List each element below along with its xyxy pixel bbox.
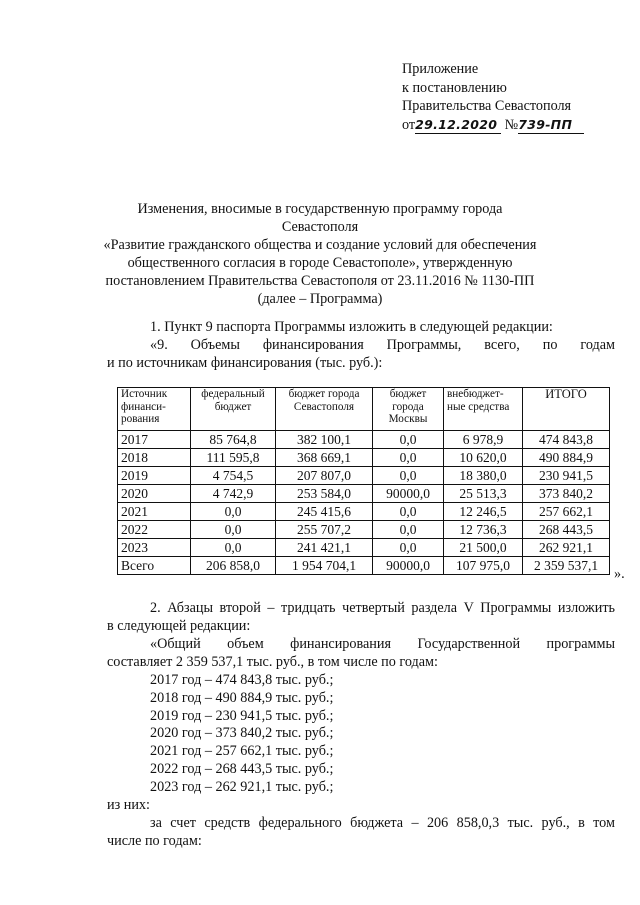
value-cell: 0,0 [373, 503, 444, 521]
row-label-cell: 2022 [118, 521, 191, 539]
value-cell: 206 858,0 [191, 557, 276, 575]
year-item: 2020 год – 373 840,2 тыс. руб.; [150, 725, 334, 742]
year-item: 2023 год – 262 921,1 тыс. руб.; [150, 778, 334, 795]
value-cell: 12 246,5 [444, 503, 523, 521]
row-label-cell: 2020 [118, 485, 191, 503]
item2-heading-line2: в следующей редакции: [107, 618, 251, 634]
value-cell: 6 978,9 [444, 431, 523, 449]
header-federal: федеральный бюджет [191, 388, 276, 431]
table-row [118, 431, 610, 449]
header-moscow: бюджет города Москвы [373, 388, 444, 431]
value-cell: 0,0 [373, 521, 444, 539]
value-cell: 241 421,1 [276, 539, 373, 557]
title-line: общественного согласия в городе Севастополе», утвержденную [127, 255, 513, 271]
table-closing-quote: ». [614, 566, 625, 582]
table-row [118, 521, 610, 539]
value-cell: 382 100,1 [276, 431, 373, 449]
value-cell: 474 843,8 [523, 431, 610, 449]
document-title [100, 200, 540, 308]
header-source: Источник финанси-рования [118, 388, 191, 431]
date-underline [415, 117, 501, 134]
row-label-cell: 2023 [118, 539, 191, 557]
value-cell: 0,0 [191, 503, 276, 521]
value-cell: 0,0 [191, 539, 276, 557]
decree-date: 29.12.2020 [415, 116, 498, 132]
decree-date-number [402, 116, 584, 135]
decree-number: 739-ПП [518, 116, 573, 132]
item2-quote-line2: составляет 2 359 537,1 тыс. руб., в том числе по годам: [107, 654, 438, 670]
value-cell: 107 975,0 [444, 557, 523, 575]
title-line: Изменения, вносимые в государственную программу города Севастополя [137, 201, 503, 235]
date-prefix: от [402, 116, 416, 133]
value-cell: 111 595,8 [191, 449, 276, 467]
value-cell: 25 513,3 [444, 485, 523, 503]
year-item: 2021 год – 257 662,1 тыс. руб.; [150, 743, 334, 760]
value-cell: 0,0 [373, 431, 444, 449]
value-cell: 0,0 [191, 521, 276, 539]
federal-line1: за счет средств федерального бюджета – 206 858,0,3 тыс. руб., в том [150, 815, 615, 831]
item1-lead-line2: и по источникам финансирования (тыс. руб.): [107, 355, 383, 371]
number-underline [518, 117, 584, 134]
header-total: ИТОГО [523, 388, 610, 431]
table-row [118, 467, 610, 485]
value-cell: 207 807,0 [276, 467, 373, 485]
item1-lead-line1: «9. Объемы финансирования Программы, всего, по годам [150, 337, 615, 353]
appendix-to-decree: к постановлению [402, 79, 507, 96]
row-label-cell: 2019 [118, 467, 191, 485]
value-cell: 1 954 704,1 [276, 557, 373, 575]
value-cell: 490 884,9 [523, 449, 610, 467]
value-cell: 2 359 537,1 [523, 557, 610, 575]
year-item: 2022 год – 268 443,5 тыс. руб.; [150, 760, 334, 777]
table-row [118, 503, 610, 521]
value-cell: 18 380,0 [444, 467, 523, 485]
value-cell: 21 500,0 [444, 539, 523, 557]
appendix-title: Приложение [402, 61, 479, 77]
header-sevastopol: бюджет города Севастополя [276, 388, 373, 431]
row-label-cell: 2021 [118, 503, 191, 521]
row-label-cell: Всего [118, 557, 191, 575]
table-row [118, 485, 610, 503]
value-cell: 4 742,9 [191, 485, 276, 503]
item2-quote-line1: «Общий объем финансирования Государственной программы [150, 636, 615, 652]
value-cell: 373 840,2 [523, 485, 610, 503]
row-label-cell: 2017 [118, 431, 191, 449]
year-item: 2017 год – 474 843,8 тыс. руб.; [150, 672, 334, 688]
value-cell: 253 584,0 [276, 485, 373, 503]
header-extrabudget: внебюджет-ные средства [444, 388, 523, 431]
value-cell: 245 415,6 [276, 503, 373, 521]
value-cell: 262 921,1 [523, 539, 610, 557]
row-label-cell: 2018 [118, 449, 191, 467]
federal-line2: числе по годам: [107, 833, 202, 849]
year-item: 2019 год – 230 941,5 тыс. руб.; [150, 707, 334, 724]
table-header-row [118, 388, 610, 431]
financing-table [117, 387, 610, 575]
year-item: 2018 год – 490 884,9 тыс. руб.; [150, 689, 334, 706]
value-cell: 12 736,3 [444, 521, 523, 539]
table-row [118, 539, 610, 557]
year-list [150, 672, 333, 797]
table-row [118, 557, 610, 575]
value-cell: 0,0 [373, 539, 444, 557]
value-cell: 85 764,8 [191, 431, 276, 449]
value-cell: 255 707,2 [276, 521, 373, 539]
appendix-header [402, 60, 584, 134]
value-cell: 257 662,1 [523, 503, 610, 521]
value-cell: 90000,0 [373, 557, 444, 575]
number-prefix: № [504, 116, 519, 133]
value-cell: 0,0 [373, 449, 444, 467]
table-row [118, 449, 610, 467]
title-line: постановлением Правительства Севастополя от 23.11.2016 № 1130-ПП [105, 273, 535, 289]
value-cell: 268 443,5 [523, 521, 610, 539]
value-cell: 230 941,5 [523, 467, 610, 485]
value-cell: 4 754,5 [191, 467, 276, 485]
title-line: «Развитие гражданского общества и создание условий для обеспечения [103, 237, 537, 253]
value-cell: 10 620,0 [444, 449, 523, 467]
of-them-label: из них: [107, 797, 150, 813]
table-body [118, 431, 610, 575]
value-cell: 90000,0 [373, 485, 444, 503]
value-cell: 0,0 [373, 467, 444, 485]
appendix-government: Правительства Севастополя [402, 98, 572, 114]
item2-heading-line1: 2. Абзацы второй – тридцать четвертый раздела V Программы изложить [150, 600, 615, 616]
title-line: (далее – Программа) [257, 291, 383, 307]
item1-heading: 1. Пункт 9 паспорта Программы изложить в следующей редакции: [150, 319, 553, 335]
value-cell: 368 669,1 [276, 449, 373, 467]
